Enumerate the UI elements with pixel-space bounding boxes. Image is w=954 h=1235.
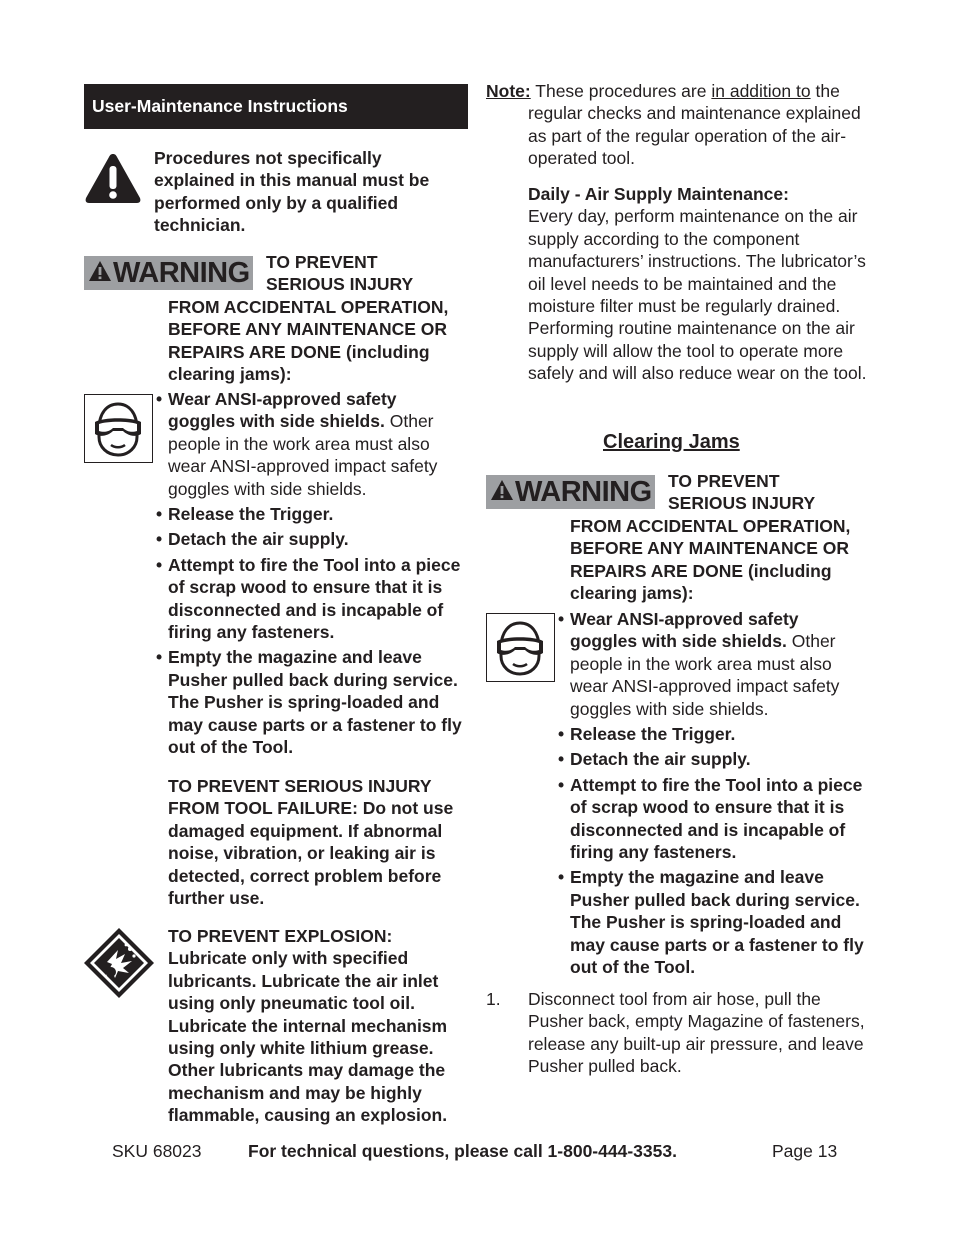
goggles-rest-text: Other people in the work area must also wear ANSI-approved impact safety goggles with side shields.	[168, 411, 438, 499]
goggles-bold-text: Wear ANSI-approved safety goggles with side shields.	[168, 389, 397, 432]
warning-badge	[486, 475, 655, 509]
warning-triangle-icon	[88, 260, 112, 282]
warning-bullet-list	[558, 723, 868, 978]
bullet-item: • Release the Trigger.	[558, 723, 868, 745]
goggles-bold-text: Wear ANSI-approved safety goggles with side shields.	[570, 609, 799, 652]
goggles-icon-box	[486, 613, 555, 682]
safety-goggles-icon	[487, 614, 553, 680]
note-text-pre: These procedures are	[535, 81, 707, 101]
bullet-item: • Release the Trigger.	[156, 503, 468, 525]
caution-text: Procedures not specifically explained in this manual must be performed only by a qualified technician.	[154, 148, 430, 236]
warning-heading-line1: TO PREVENT	[668, 471, 780, 491]
warning-badge-label: WARNING	[113, 257, 250, 289]
explosion-hazard-icon	[82, 926, 156, 1000]
warning-heading	[266, 251, 466, 296]
warning-badge	[84, 256, 253, 290]
warning-instructions	[156, 388, 468, 759]
warning-instructions	[558, 608, 868, 979]
warning-heading-rest: FROM ACCIDENTAL OPERATION, BEFORE ANY MAINTENANCE OR REPAIRS ARE DONE (including clearing jams):	[570, 516, 851, 604]
clearing-jams-heading: Clearing Jams	[603, 431, 740, 453]
note-label: Note:	[486, 81, 531, 101]
bullet-item: • Empty the magazine and leave Pusher pulled back during service. The Pusher is spring-loaded and may cause parts or a fastener to fly out of the Tool.	[156, 646, 468, 758]
note-text-post: the regular checks and maintenance explained as part of the regular operation of the air-operated tool.	[528, 81, 861, 169]
footer-support: For technical questions, please call 1-800-444-3353.	[248, 1141, 677, 1161]
bullet-item: • Empty the magazine and leave Pusher pulled back during service. The Pusher is spring-loaded and may cause parts or a fastener to fly out of the Tool.	[558, 866, 868, 978]
section-header: User-Maintenance Instructions	[84, 84, 468, 129]
daily-maintenance-title: Daily - Air Supply Maintenance:	[528, 184, 789, 204]
bullet-item: • Detach the air supply.	[558, 748, 868, 770]
bullet-goggles	[156, 388, 468, 500]
daily-maintenance-body: Every day, perform maintenance on the air supply according to the component manufacturers’ instructions. The lubricator’s oil level needs to be maintained and the moisture filter must be regularly drained. Performing routine maintenance on the air supply will allow the tool to operate more safely and will also reduce wear on the tool.	[528, 206, 867, 384]
warning-triangle-icon	[490, 479, 514, 501]
daily-maintenance	[528, 183, 873, 385]
warning-badge-label: WARNING	[515, 476, 652, 508]
step-number: 1.	[486, 989, 501, 1009]
warning-bullet-list	[156, 503, 468, 758]
warning-heading	[668, 470, 868, 515]
caution-triangle-icon	[84, 152, 142, 204]
goggles-list	[558, 608, 868, 720]
goggles-list	[156, 388, 468, 500]
footer-sku: SKU 68023	[112, 1141, 202, 1161]
explosion-warning: TO PREVENT EXPLOSION: Lubricate only with specified lubricants. Lubricate the air inlet using only pneumatic tool oil. Lubricate the internal mechanism using only white lithium grease. Other lubricants may damage the mechanism and may be highly flammable, causing an explosion.	[168, 926, 448, 1126]
safety-goggles-icon	[85, 395, 151, 461]
step-text: Disconnect tool from air hose, pull the Pusher back, empty Magazine of fasteners, release any built-up air pressure, and leave Pusher pulled back.	[528, 989, 865, 1077]
warning-heading-line2: SERIOUS INJURY	[668, 493, 816, 514]
note-block	[486, 80, 876, 170]
bullet-item: • Detach the air supply.	[156, 528, 468, 550]
bullet-item: • Attempt to fire the Tool into a piece of scrap wood to ensure that it is disconnected and is incapable of firing any fasteners.	[558, 774, 868, 864]
warning-heading-line2: SERIOUS INJURY	[266, 274, 414, 295]
bullet-item: • Attempt to fire the Tool into a piece of scrap wood to ensure that it is disconnected and is incapable of firing any fasteners.	[156, 554, 468, 644]
footer-page-number: Page 13	[772, 1141, 838, 1161]
warning-heading-rest: FROM ACCIDENTAL OPERATION, BEFORE ANY MAINTENANCE OR REPAIRS ARE DONE (including clearing jams):	[168, 297, 449, 385]
tool-failure-warning: TO PREVENT SERIOUS INJURY FROM TOOL FAILURE: Do not use damaged equipment. If abnormal noise, vibration, or leaking air is detected, correct problem before further use.	[168, 776, 454, 909]
goggles-icon-box	[84, 394, 153, 463]
goggles-rest-text: Other people in the work area must also wear ANSI-approved impact safety goggles with side shields.	[570, 631, 840, 719]
note-text-underlined: in addition to	[711, 81, 811, 101]
warning-heading-line1: TO PREVENT	[266, 252, 378, 272]
bullet-goggles	[558, 608, 868, 720]
